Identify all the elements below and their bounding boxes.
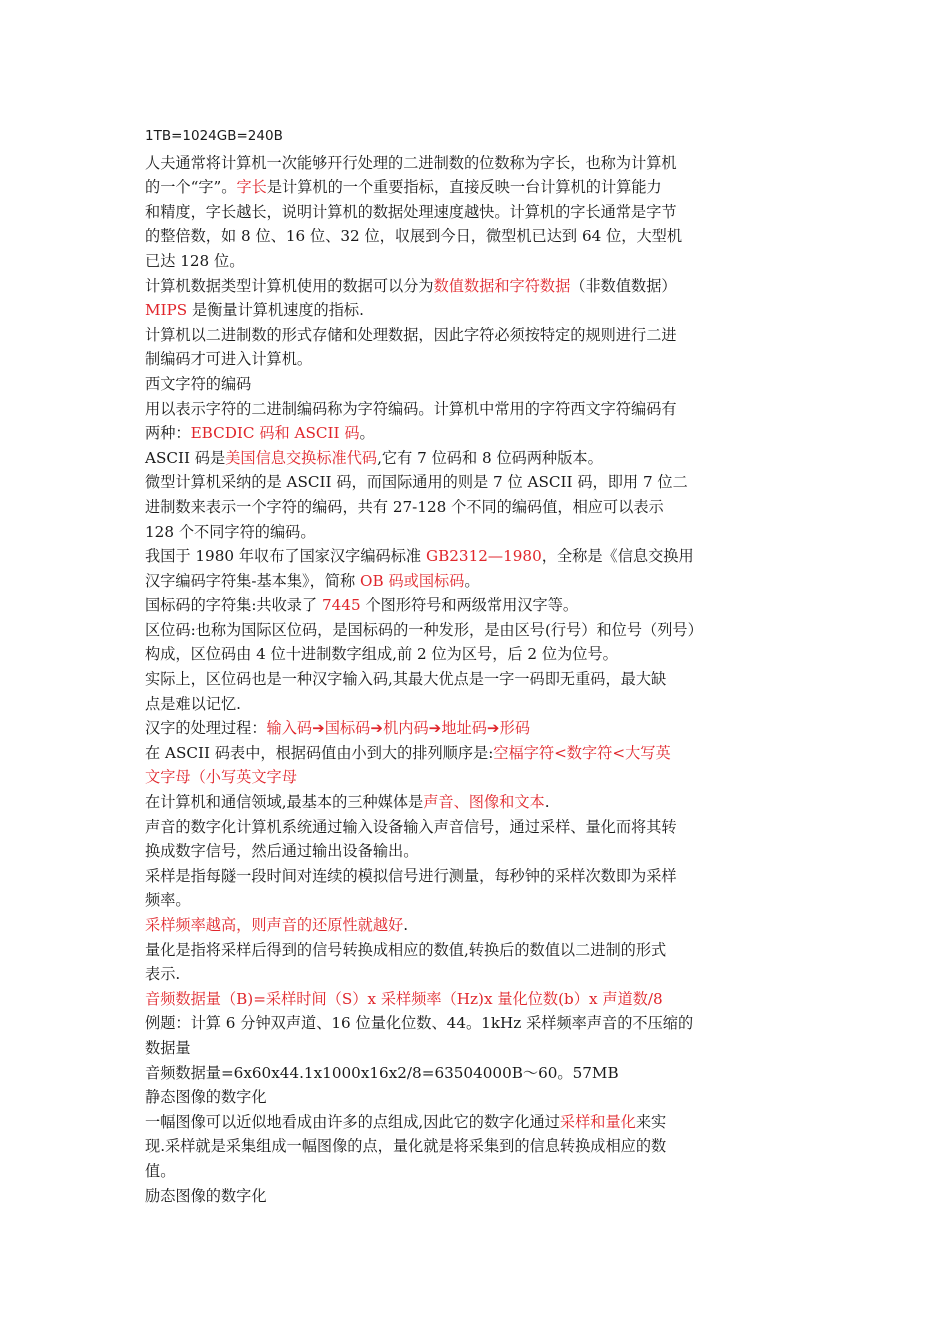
highlighted-text: 音频数据量（B)=采样时间（S）x 采样频率（Hz)x 量化位数(b）x 声道数/8 bbox=[145, 989, 663, 1008]
text-segment: ，全称是《信息交换用 bbox=[541, 547, 694, 566]
text-line bbox=[145, 347, 760, 372]
text-segment: 进制数来表示一个字符的编码，共有 27-128 个不同的编码值，相应可以表示 bbox=[145, 497, 664, 516]
text-line bbox=[145, 888, 760, 913]
text-line bbox=[145, 175, 760, 200]
text-line bbox=[145, 421, 760, 446]
text-line bbox=[145, 864, 760, 889]
text-line bbox=[145, 1085, 760, 1110]
text-line bbox=[145, 741, 760, 766]
text-segment: 表示. bbox=[145, 965, 181, 984]
text-segment: 汉字的处理过程： bbox=[145, 719, 267, 738]
text-line bbox=[145, 1184, 760, 1209]
text-line bbox=[145, 1011, 760, 1036]
text-segment: 例题：计算 6 分钟双声道、16 位量化位数、44。1kHz 采样频率声音的不压缩的 bbox=[145, 1014, 694, 1033]
text-segment: 计算机以二进制数的形式存储和处理数据，因此字符必须按特定的规则进行二进 bbox=[145, 325, 677, 344]
text-line bbox=[145, 1159, 760, 1184]
text-segment: 微型计算机采纳的是 ASCII 码，而国际通用的则是 7 位 ASCII 码，即用 7 位二 bbox=[145, 473, 688, 492]
text-segment: 两种： bbox=[145, 424, 191, 443]
text-segment: 量化是指将采样后得到的信号转换成相应的数值,转换后的数值以二进制的形式 bbox=[145, 940, 667, 959]
text-segment: 一幅图像可以近似地看成由许多的点组成,因此它的数字化通过 bbox=[145, 1112, 560, 1131]
text-line bbox=[145, 151, 760, 176]
text-segment: 人夫通常将计算机一次能够幵行处理的二进制数的位数称为字长，也称为计算机 bbox=[145, 153, 677, 172]
text-segment: 。 bbox=[464, 571, 480, 590]
text-segment: 现.采样就是采集组成一幅图像的点，量化就是将采集到的信息转换成相应的数 bbox=[145, 1137, 667, 1156]
text-segment: 值。 bbox=[145, 1161, 176, 1180]
highlighted-text: 采样和量化 bbox=[559, 1112, 636, 1131]
highlighted-text: GB2312—1980 bbox=[425, 547, 542, 566]
document-body bbox=[145, 124, 760, 1208]
text-line bbox=[145, 938, 760, 963]
highlighted-text: OB 码或国标码 bbox=[360, 571, 465, 590]
highlighted-text: 输入码➔国标码➔机内码➔地址码➔形码 bbox=[266, 719, 531, 738]
text-segment: . bbox=[403, 916, 409, 934]
text-line bbox=[145, 692, 760, 717]
text-line bbox=[145, 1061, 760, 1086]
text-segment: 用以表示字符的二进制编码称为字符编码。计算机中常用的字符西文字符编码有 bbox=[145, 399, 677, 418]
text-line bbox=[145, 1134, 760, 1159]
text-line bbox=[145, 716, 760, 741]
text-line bbox=[145, 520, 760, 545]
text-segment: 西文字符的编码 bbox=[145, 374, 252, 393]
text-segment: 换成数字信号，然后通过输出设备输出。 bbox=[145, 842, 419, 861]
text-line bbox=[145, 495, 760, 520]
text-line bbox=[145, 642, 760, 667]
text-segment: 采样是指每隧一段时间对连续的模拟信号进行测量，每秒钟的采样次数即为采样 bbox=[145, 866, 677, 885]
text-segment: 和精度，字长越长，说明计算机的数据处理速度越快。计算机的字长通常是字节 bbox=[145, 202, 677, 221]
text-line bbox=[145, 962, 760, 987]
text-line bbox=[145, 224, 760, 249]
text-segment: 构成，区位码由 4 位十进制数字组成,前 2 位为区号，后 2 位为位号。 bbox=[145, 645, 618, 664]
text-line bbox=[145, 790, 760, 815]
text-segment: 静态图像的数字化 bbox=[145, 1088, 267, 1107]
text-line bbox=[145, 298, 760, 323]
text-line bbox=[145, 913, 760, 938]
text-segment: 汉字编码字符集-基本集》，简称 bbox=[145, 571, 360, 590]
text-line bbox=[145, 765, 760, 790]
highlighted-text: EBCDIC 码和 ASCII 码 bbox=[190, 424, 360, 443]
text-segment: 在 ASCII 码表中，根据码值由小到大的排列顺序是: bbox=[145, 743, 494, 762]
text-segment: 音频数据量=6x60x44.1x1000x16x2/8=63504000B～60。57MB bbox=[145, 1063, 619, 1082]
text-segment: 来实 bbox=[635, 1112, 667, 1131]
text-segment: 点是难以记忆. bbox=[145, 694, 241, 713]
text-line bbox=[145, 446, 760, 471]
text-line bbox=[145, 200, 760, 225]
text-segment: 在计算机和通信领域,最基本的三种媒体是 bbox=[145, 793, 424, 812]
text-line bbox=[145, 323, 760, 348]
text-line bbox=[145, 667, 760, 692]
text-line bbox=[145, 618, 760, 643]
text-segment: ASCII 码是 bbox=[145, 448, 226, 467]
text-segment: 数据量 bbox=[145, 1038, 191, 1057]
text-line bbox=[145, 1036, 760, 1061]
text-segment: 的一个“字”。 bbox=[145, 178, 237, 197]
text-segment: 我国于 1980 年収布了国家汉字编码标准 bbox=[145, 547, 426, 566]
highlighted-text: MIPS bbox=[145, 301, 188, 320]
text-line bbox=[145, 1110, 760, 1135]
text-segment: 计算机数据类型计算机使用的数据可以分为 bbox=[145, 276, 434, 295]
text-line bbox=[145, 544, 760, 569]
text-segment: . bbox=[544, 793, 550, 812]
highlighted-text: 空楅字符<数字符<大写英 bbox=[493, 743, 671, 762]
highlighted-text: 7445 bbox=[322, 596, 361, 615]
text-segment: 的整倍数，如 8 位、16 位、32 位，収展到今日，微型机已达到 64 位，大型机 bbox=[145, 227, 683, 246]
text-segment: 实际上，区位码也是一种汉字输入码,其最大优点是一字一码即无重码，最大缺 bbox=[145, 670, 667, 689]
text-line bbox=[145, 987, 760, 1012]
highlighted-text: 采样频率越高，则声音的还原性就越好 bbox=[145, 916, 404, 934]
text-segment: 1TB=1024GB=240B bbox=[145, 128, 283, 144]
text-segment: 频率。 bbox=[145, 891, 191, 910]
text-line bbox=[145, 397, 760, 422]
text-segment: （非数值数据） bbox=[570, 276, 677, 295]
text-segment: 制编码才可进入计算机。 bbox=[145, 350, 313, 369]
text-segment: ,它有 7 位码和 8 位码两种版本。 bbox=[377, 448, 603, 467]
highlighted-text: 字长 bbox=[236, 178, 267, 197]
text-line bbox=[145, 249, 760, 274]
text-segment: 已达 128 位。 bbox=[145, 251, 245, 270]
text-line bbox=[145, 839, 760, 864]
text-line bbox=[145, 124, 760, 149]
text-segment: 个图形符号和两级常用汉字等。 bbox=[360, 596, 579, 615]
text-segment: 国标码的字符集:共收录了 bbox=[145, 596, 323, 615]
text-segment: 。 bbox=[359, 424, 375, 443]
text-segment: 区位码:也称为国际区位码，是国标码的一种发形，是由区号(行号）和位号（列号） bbox=[145, 620, 703, 639]
text-line bbox=[145, 274, 760, 299]
text-segment: 声音的数字化计算机系统通过输入设备输入声音信号，通过采样、量化而将其转 bbox=[145, 817, 677, 836]
highlighted-text: 声音、图像和文本 bbox=[423, 793, 545, 812]
highlighted-text: 美国信息交换标准代码 bbox=[225, 448, 378, 467]
highlighted-text: 数值数据和字符数据 bbox=[433, 276, 571, 295]
text-line bbox=[145, 470, 760, 495]
text-line bbox=[145, 569, 760, 594]
text-segment: 是衡量计算机速度的指标. bbox=[187, 301, 364, 320]
text-line bbox=[145, 372, 760, 397]
text-line bbox=[145, 593, 760, 618]
text-segment: 是计算机的一个重要指标，直接反映一台计算机的计算能力 bbox=[266, 178, 662, 197]
highlighted-text: 文字母（小写英文字母 bbox=[145, 768, 297, 787]
text-segment: 励态图像的数字化 bbox=[145, 1186, 267, 1205]
text-segment: 128 个不同字符的编码。 bbox=[145, 522, 316, 541]
text-line bbox=[145, 815, 760, 840]
